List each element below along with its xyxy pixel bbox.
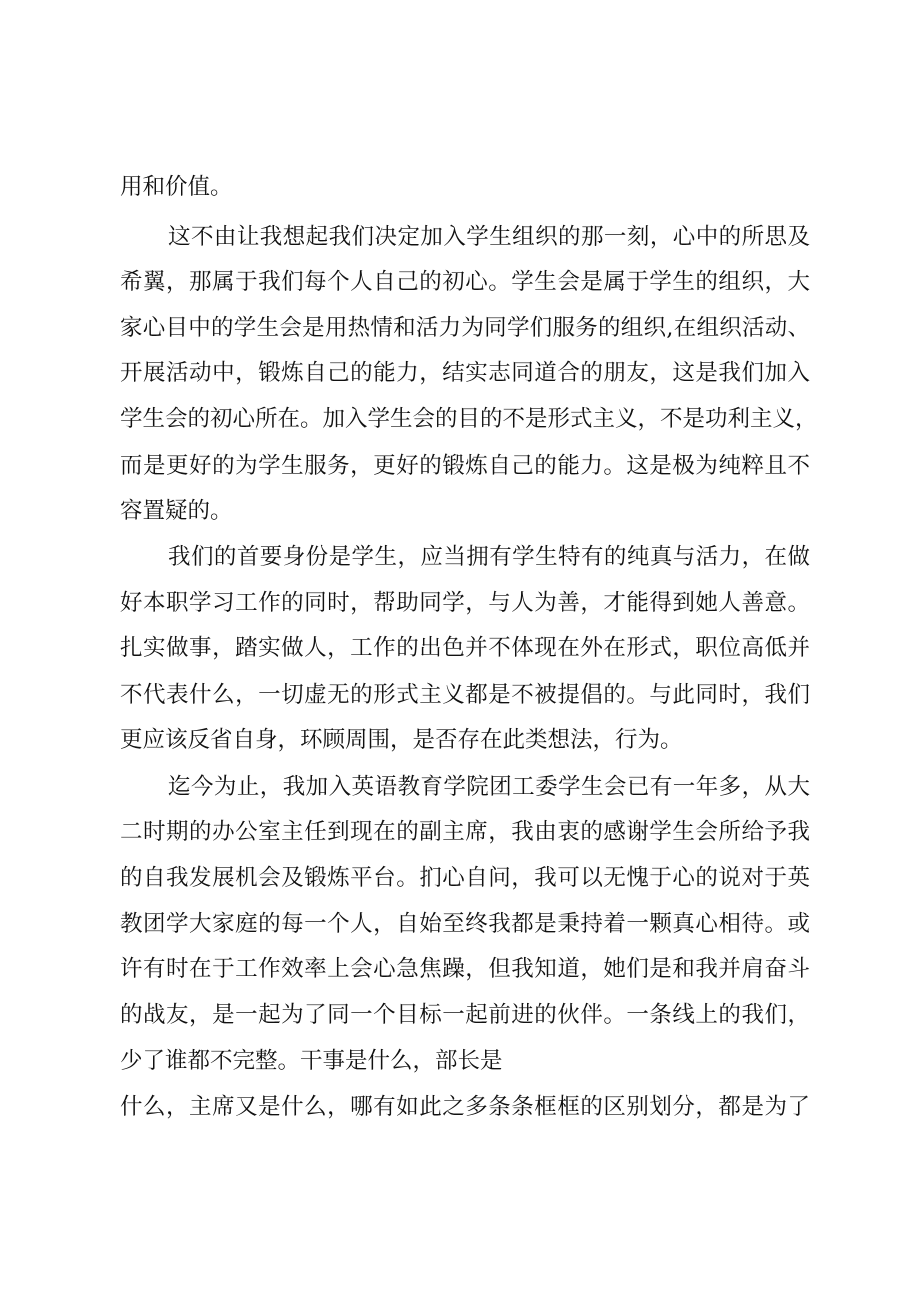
paragraph-first-line: 我们的首要身份是学生，应当拥有学生特有的纯真与活力，在做 xyxy=(168,544,810,570)
text-line: 容置疑的。 xyxy=(120,498,233,524)
text-line: 少了谁都不完整。干事是什么，部长是 xyxy=(120,1048,503,1074)
text-line: 二时期的办公室主任到现在的副主席，我由衷的感谢学生会所给予我 xyxy=(120,819,810,845)
text-line: 用和价值。 xyxy=(120,174,233,200)
text-line: 开展活动中，锻炼自己的能力，结实志同道合的朋友，这是我们加入 xyxy=(120,360,810,386)
text-line: 更应该反省自身，环顾周围，是否存在此类想法，行为。 xyxy=(120,727,683,753)
text-line: 而是更好的为学生服务，更好的锻炼自己的能力。这是极为纯粹且不 xyxy=(120,453,810,479)
text-line: 扎实做事，踏实做人，工作的出色并不体现在外在形式，职位高低并 xyxy=(120,635,810,661)
text-line: 不代表什么，一切虚无的形式主义都是不被提倡的。与此同时，我们 xyxy=(120,682,810,708)
paragraph-first-line: 这不由让我想起我们决定加入学生组织的那一刻，心中的所思及 xyxy=(168,224,810,250)
text-line: 教团学大家庭的每一个人，自始至终我都是秉持着一颗真心相待。或 xyxy=(120,911,810,937)
text-line: 什么，主席又是什么，哪有如此之多条条框框的区别划分，都是为了 xyxy=(120,1094,810,1120)
text-line: 家心目中的学生会是用热情和活力为同学们服务的组织,在组织活动、 xyxy=(120,315,810,341)
text-line: 的自我发展机会及锻炼平台。扪心自问，我可以无愧于心的说对于英 xyxy=(120,865,810,891)
paragraph-first-line: 迄今为止，我加入英语教育学院团工委学生会已有一年多，从大 xyxy=(168,774,810,800)
text-line: 学生会的初心所在。加入学生会的目的不是形式主义，不是功利主义， xyxy=(120,406,818,432)
text-line: 许有时在于工作效率上会心急焦躁，但我知道，她们是和我并肩奋斗 xyxy=(120,956,810,982)
text-line: 好本职学习工作的同时，帮助同学，与人为善，才能得到她人善意。 xyxy=(120,590,810,616)
text-line: 的战友，是一起为了同一个目标一起前进的伙伴。一条线上的我们， xyxy=(120,1002,810,1028)
text-line: 希翼，那属于我们每个人自己的初心。学生会是属于学生的组织，大 xyxy=(120,269,810,295)
